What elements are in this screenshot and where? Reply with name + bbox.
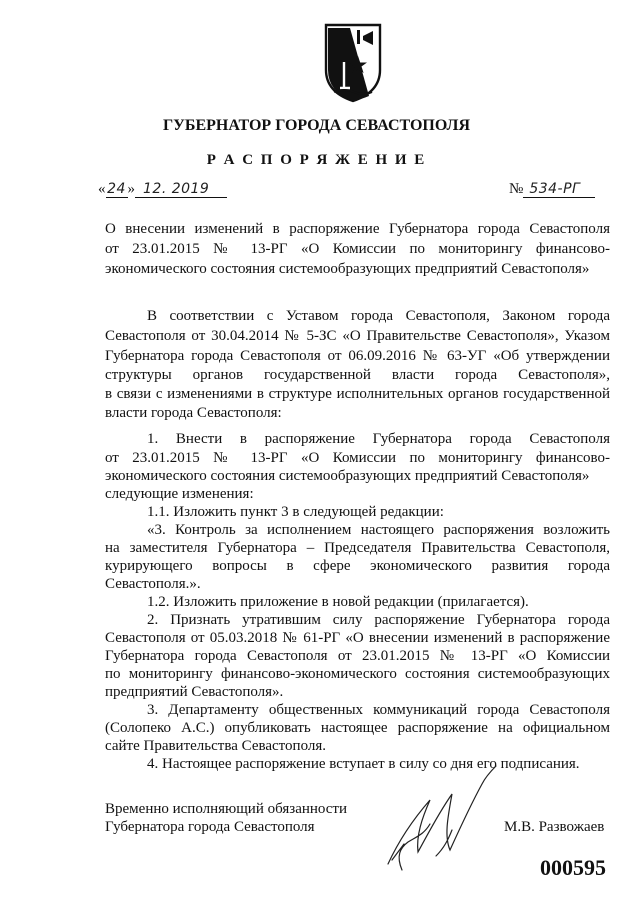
body-line: предприятий Севастополя». bbox=[105, 684, 284, 700]
body-line: от 23.01.2015 № 13-РГ «О Комиссии по мониторингу финансово- bbox=[105, 450, 610, 466]
body-line: 1. Внести в распоряжение Губернатора города Севастополя bbox=[147, 431, 610, 447]
body-line: 2. Признать утратившим силу распоряжение Губернатора города bbox=[147, 612, 610, 628]
date-day: 24 bbox=[107, 181, 126, 197]
body-line: экономического состояния системообразующих предприятий Севастополя» bbox=[105, 468, 590, 484]
title-line: от 23.01.2015 № 13-РГ «О Комиссии по мониторингу финансово- bbox=[105, 241, 610, 257]
preamble-line: структуры органов государственной власти города Севастополя», bbox=[105, 367, 610, 383]
body-line: Севастополя.». bbox=[105, 576, 201, 592]
body-line: 1.1. Изложить пункт 3 в следующей редакции: bbox=[147, 504, 444, 520]
body-line: Севастополя от 05.03.2018 № 61-РГ «О внесении изменений в распоряжение bbox=[105, 630, 610, 646]
preamble-line: власти города Севастополя: bbox=[105, 405, 282, 421]
signatory-position: Временно исполняющий обязанности bbox=[105, 801, 348, 817]
date-open-quote: « bbox=[98, 181, 106, 197]
body-line: Губернатора города Севастополя от 23.01.2015 № 13-РГ «О Комиссии bbox=[105, 648, 610, 664]
date-month-year: 12. 2019 bbox=[135, 181, 227, 198]
body-line: на заместителя Губернатора – Председателя Правительства Севастополя, bbox=[105, 540, 610, 556]
body-line: 4. Настоящее распоряжение вступает в силу со дня его подписания. bbox=[147, 756, 580, 772]
preamble-line: Севастополя от 30.04.2014 № 5-ЗС «О Правительстве Севастополя», Указом bbox=[105, 328, 610, 344]
coat-of-arms-emblem bbox=[322, 22, 384, 104]
document-number-field bbox=[509, 181, 595, 198]
document-type-heading: Р А С П О Р Я Ж Е Н И Е bbox=[206, 152, 427, 168]
body-line: курирующего вопросы в сфере экономического развития города bbox=[105, 558, 610, 574]
preamble-line: В соответствии с Уставом города Севастополя, Законом города bbox=[147, 308, 610, 324]
date-close-quote: » bbox=[127, 181, 135, 197]
handwritten-signature bbox=[378, 760, 508, 878]
serial-number: 000595 bbox=[540, 855, 606, 880]
preamble-line: Губернатора города Севастополя от 06.09.2016 № 63-УГ «Об утверждении bbox=[105, 348, 610, 364]
authority-heading: ГУБЕРНАТОР ГОРОДА СЕВАСТОПОЛЯ bbox=[162, 117, 470, 134]
body-line: 1.2. Изложить приложение в новой редакции (прилагается). bbox=[147, 594, 529, 610]
body-line: следующие изменения: bbox=[105, 486, 254, 502]
body-line: сайте Правительства Севастополя. bbox=[105, 738, 327, 754]
preamble-line: в связи с изменениями в структуре исполнительных органов государственной bbox=[105, 386, 610, 402]
number-sign: № bbox=[509, 181, 524, 197]
body-line: 3. Департаменту общественных коммуникаций города Севастополя bbox=[147, 702, 610, 718]
signatory-position: Губернатора города Севастополя bbox=[105, 819, 315, 835]
signatory-name: М.В. Развожаев bbox=[504, 819, 605, 835]
title-line: экономического состояния системообразующих предприятий Севастополя» bbox=[105, 261, 590, 277]
body-line: (Солопеко А.С.) опубликовать настоящее распоряжение на официальном bbox=[105, 720, 610, 736]
body-line: «3. Контроль за исполнением настоящего распоряжения возложить bbox=[147, 522, 610, 538]
document-number: 534-РГ bbox=[523, 181, 595, 198]
date-field bbox=[98, 181, 227, 198]
title-line: О внесении изменений в распоряжение Губернатора города Севастополя bbox=[105, 221, 610, 237]
body-line: по мониторингу финансово-экономического состояния системообразующих bbox=[105, 666, 610, 682]
